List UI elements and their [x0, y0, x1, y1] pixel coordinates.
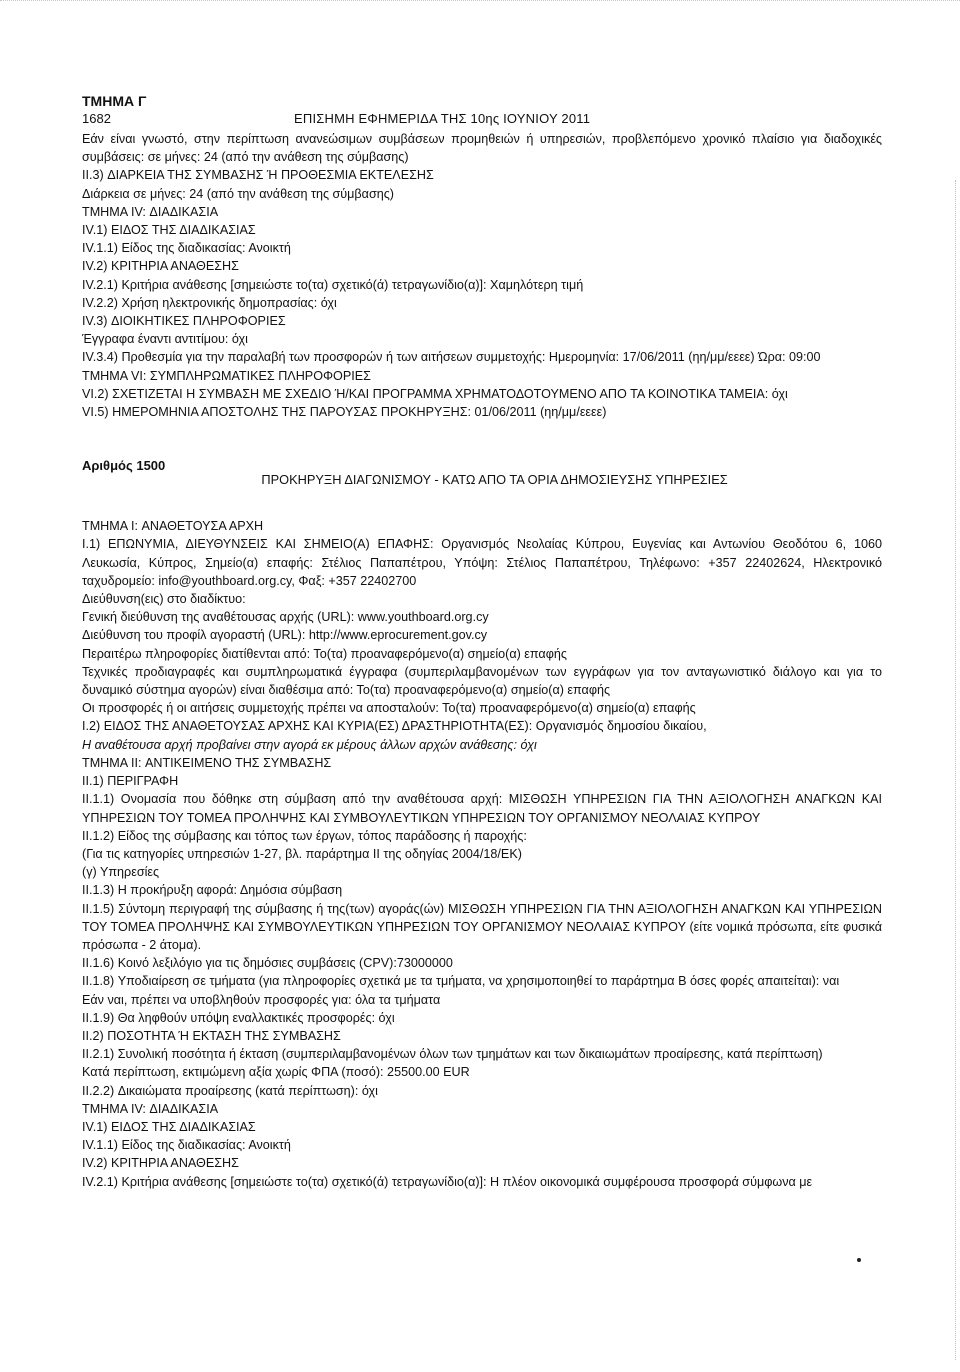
paragraph: Περαιτέρω πληροφορίες διατίθενται από: Το(τα) προαναφερόμενο(α) σημείο(α) επαφής — [82, 646, 567, 661]
paragraph: IV.2) ΚΡΙΤΗΡΙΑ ΑΝΑΘΕΣΗΣ — [82, 259, 239, 274]
gazette-title: ΕΠΙΣΗΜΗ ΕΦΗΜΕΡΙΔΑ ΤΗΣ 10ης ΙΟΥΝΙΟΥ 2011 — [294, 111, 591, 126]
paragraph: Οι προσφορές ή οι αιτήσεις συμμετοχής πρέπει να αποσταλούν: Το(τα) προαναφερόμενο(α) σημείο(α) επαφής — [82, 701, 696, 716]
paragraph: I.2) ΕΙΔΟΣ ΤΗΣ ΑΝΑΘΕΤΟΥΣΑΣ ΑΡΧΗΣ ΚΑΙ ΚΥΡΙΑ(ΕΣ) ΔΡΑΣΤΗΡΙΟΤΗΤΑ(ΕΣ): Οργανισμός δημοσίου δικαίου, — [82, 719, 707, 734]
notice-number: Αριθμός 1500 — [82, 458, 166, 474]
paragraph: VI.5) ΗΜΕΡΟΜΗΝΙΑ ΑΠΟΣΤΟΛΗΣ ΤΗΣ ΠΑΡΟΥΣΑΣ ΠΡΟΚΗΡΥΞΗΣ: 01/06/2011 (ηη/μμ/εεεε) — [82, 405, 607, 420]
paragraph: II.2) ΠΟΣΟΤΗΤΑ Ή ΕΚΤΑΣΗ ΤΗΣ ΣΥΜΒΑΣΗΣ — [82, 1028, 341, 1043]
notice-heading: ΠΡΟΚΗΡΥΞΗ ΔΙΑΓΩΝΙΣΜΟΥ - ΚΑΤΩ ΑΠΟ ΤΑ ΟΡΙΑ ΔΗΜΟΣΙΕΥΣΗΣ ΥΠΗΡΕΣΙΕΣ — [261, 472, 728, 488]
paragraph: Διάρκεια σε μήνες: 24 (από την ανάθεση της σύμβασης) — [82, 186, 394, 201]
paragraph: IV.2.1) Κριτήρια ανάθεσης [σημειώστε το(τα) σχετικό(ά) τετραγωνίδιο(α)]: Η πλέον οικονομικά συμφέρουσα προσφορά σύμφωνα με — [82, 1174, 813, 1189]
paragraph: IV.3.4) Προθεσμία για την παραλαβή των προσφορών ή των αιτήσεων συμμετοχής: Ημερομηνία: 17/06/2011 (ηη/μμ/εεεε) Ώρα: 09:00 — [82, 350, 821, 365]
ink-dot — [857, 1258, 861, 1262]
paragraph: IV.1) ΕΙΔΟΣ ΤΗΣ ΔΙΑΔΙΚΑΣΙΑΣ — [82, 223, 256, 238]
paragraph: ΤΜΗΜΑ I: ΑΝΑΘΕΤΟΥΣΑ ΑΡΧΗ — [82, 519, 264, 534]
paragraph: Εάν ναι, πρέπει να υποβληθούν προσφορές για: όλα τα τμήματα — [82, 992, 441, 1007]
paragraph: IV.2.2) Χρήση ηλεκτρονικής δημοπρασίας: όχι — [82, 295, 337, 310]
paragraph: II.1) ΠΕΡΙΓΡΑΦΗ — [82, 774, 179, 789]
paragraph: IV.1.1) Είδος της διαδικασίας: Ανοικτή — [82, 1138, 291, 1153]
paragraph: IV.2) ΚΡΙΤΗΡΙΑ ΑΝΑΘΕΣΗΣ — [82, 1156, 239, 1171]
notice-header — [82, 457, 882, 495]
paragraph: ΤΜΗΜΑ IV: ΔΙΑΔΙΚΑΣΙΑ — [82, 204, 219, 219]
paragraph: IV.2.1) Κριτήρια ανάθεσης [σημειώστε το(τα) σχετικό(ά) τετραγωνίδιο(α)]: Χαμηλότερη τιμή — [82, 277, 584, 292]
paragraph: II.1.9) Θα ληφθούν υπόψη εναλλακτικές προσφορές: όχι — [82, 1010, 395, 1025]
paragraph: IV.3) ΔΙΟΙΚΗΤΙΚΕΣ ΠΛΗΡΟΦΟΡΙΕΣ — [82, 314, 286, 329]
paragraph: ΤΜΗΜΑ VI: ΣΥΜΠΛΗΡΩΜΑΤΙΚΕΣ ΠΛΗΡΟΦΟΡΙΕΣ — [82, 368, 371, 383]
paragraph: II.1.5) Σύντομη περιγραφή της σύμβασης ή της(των) αγοράς(ών) ΜΙΣΘΩΣΗ ΥΠΗΡΕΣΙΩΝ ΓΙΑ ΤΗΝ ΑΞΙΟΛΟΓΗΣΗ ΑΝΑΓΚΩΝ ΚΑΙ ΥΠΗΡΕΣΙΩΝ ΤΟΥ ΤΟΜΕΑ ΠΡΟΛΗΨΗΣ ΚΑΙ ΣΥΜΒΟΥΛΕΥΤΙΚΩΝ ΥΠΗΡΕΣΙΩΝ ΤΟΥ ΟΡΓΑΝΙΣΜΟΥ ΝΕΟΛΑΙΑΣ ΚΥΠΡΟΥ (είτε νομικά πρόσωπα, είτε φυσικά πρόσωπα - 2 άτομα). — [82, 901, 882, 952]
paragraph: Τεχνικές προδιαγραφές και συμπληρωματικά έγγραφα (συμπεριλαμβανομένων των εγγράφων για τον ανταγωνιστικό διάλογο και για το δυναμικό σύστημα αγορών) είναι διαθέσιμα από: Το(τα) προαναφερόμενο(α) σημείο(α) επαφής — [82, 664, 882, 698]
previous-notice-tail — [82, 130, 882, 421]
scan-top-edge — [0, 0, 960, 3]
paragraph: Έγγραφα έναντι αντιτίμου: όχι — [82, 332, 248, 347]
notice-body — [82, 517, 882, 1191]
paragraph: II.1.6) Κοινό λεξιλόγιο για τις δημόσιες συμβάσεις (CPV):73000000 — [82, 956, 453, 971]
paragraph: IV.1) ΕΙΔΟΣ ΤΗΣ ΔΙΑΔΙΚΑΣΙΑΣ — [82, 1119, 256, 1134]
paragraph: IV.1.1) Είδος της διαδικασίας: Ανοικτή — [82, 241, 291, 256]
paragraph: I.1) ΕΠΩΝΥΜΙΑ, ΔΙΕΥΘΥΝΣΕΙΣ ΚΑΙ ΣΗΜΕΙΟ(Α) ΕΠΑΦΗΣ: Οργανισμός Νεολαίας Κύπρου, Ευγενίας και Αντωνίου Θεοδότου 6, 1060 Λευκωσία, Κύπρος, Σημείο(α) επαφής: Στέλιος Παπαπέτρου, Υπόψη: Στέλιος Παπαπέτρου, Τηλέφωνο: +357 22402624, Ηλεκτρονικό ταχυδρομείο: info@youthboard.org.cy, Φαξ: +357 22402700 — [82, 537, 882, 588]
paragraph: VI.2) ΣΧΕΤΙΖΕΤΑΙ Η ΣΥΜΒΑΣΗ ΜΕ ΣΧΕΔΙΟ Ή/ΚΑΙ ΠΡΟΓΡΑΜΜΑ ΧΡΗΜΑΤΟΔΟΤΟΥΜΕΝΟ ΑΠΟ ΤΑ ΚΟΙΝΟΤΙΚΑ ΤΑΜΕΙΑ: όχι — [82, 386, 788, 401]
paragraph: II.1.1) Ονομασία που δόθηκε στη σύμβαση από την αναθέτουσα αρχή: ΜΙΣΘΩΣΗ ΥΠΗΡΕΣΙΩΝ ΓΙΑ ΤΗΝ ΑΞΙΟΛΟΓΗΣΗ ΑΝΑΓΚΩΝ ΚΑΙ ΥΠΗΡΕΣΙΩΝ ΤΟΥ ΤΟΜΕΑ ΠΡΟΛΗΨΗΣ ΚΑΙ ΣΥΜΒΟΥΛΕΥΤΙΚΩΝ ΥΠΗΡΕΣΙΩΝ ΤΟΥ ΟΡΓΑΝΙΣΜΟΥ ΝΕΟΛΑΙΑΣ ΚΥΠΡΟΥ — [82, 792, 882, 825]
paragraph: Διεύθυνση του προφίλ αγοραστή (URL): http://www.eprocurement.gov.cy — [82, 628, 488, 643]
paragraph: II.3) ΔΙΑΡΚΕΙΑ ΤΗΣ ΣΥΜΒΑΣΗΣ Ή ΠΡΟΘΕΣΜΙΑ ΕΚΤΕΛΕΣΗΣ — [82, 168, 434, 183]
paragraph: (Για τις κατηγορίες υπηρεσιών 1-27, βλ. παράρτημα II της οδηγίας 2004/18/ΕΚ) — [82, 846, 522, 861]
paragraph: Γενική διεύθυνση της αναθέτουσας αρχής (URL): www.youthboard.org.cy — [82, 610, 489, 625]
section-label: ΤΜΗΜΑ Γ — [82, 93, 147, 109]
paragraph: Κατά περίπτωση, εκτιμώμενη αξία χωρίς ΦΠΑ (ποσό): 25500.00 EUR — [82, 1065, 470, 1080]
paragraph: II.2.2) Δικαιώματα προαίρεσης (κατά περίπτωση): όχι — [82, 1083, 378, 1098]
paragraph: II.1.3) Η προκήρυξη αφορά: Δημόσια σύμβαση — [82, 883, 343, 898]
paragraph: II.2.1) Συνολική ποσότητα ή έκταση (συμπεριλαμβανομένων όλων των τμημάτων και των δικαιωμάτων προαίρεσης, κατά περίπτωση) — [82, 1047, 823, 1062]
paragraph: ΤΜΗΜΑ IV: ΔΙΑΔΙΚΑΣΙΑ — [82, 1101, 219, 1116]
paragraph: (γ) Υπηρεσίες — [82, 865, 160, 880]
scan-right-edge — [953, 180, 956, 1360]
page-number: 1682 — [82, 111, 111, 126]
paragraph: Εάν είναι γνωστό, στην περίπτωση ανανεώσιμων συμβάσεων προμηθειών ή υπηρεσιών, προβλεπόμενο χρονικό πλαίσιο για διαδοχικές συμβάσεις: σε μήνες: 24 (από την ανάθεση της σύμβασης) — [82, 132, 882, 165]
paragraph: II.1.8) Υποδιαίρεση σε τμήματα (για πληροφορίες σχετικά με τα τμήματα, να χρησιμοποιηθεί το παράρτημα B όσες φορές απαιτείται): ναι — [82, 974, 840, 989]
paragraph: ΤΜΗΜΑ II: ΑΝΤΙΚΕΙΜΕΝΟ ΤΗΣ ΣΥΜΒΑΣΗΣ — [82, 755, 332, 770]
paragraph: Η αναθέτουσα αρχή προβαίνει στην αγορά εκ μέρους άλλων αρχών ανάθεσης: όχι — [82, 737, 537, 752]
gazette-page — [82, 92, 882, 1191]
paragraph: Διεύθυνση(εις) στο διαδίκτυο: — [82, 592, 246, 607]
paragraph: II.1.2) Είδος της σύμβασης και τόπος των έργων, τόπος παράδοσης ή παροχής: — [82, 828, 527, 843]
page-header — [82, 110, 882, 130]
